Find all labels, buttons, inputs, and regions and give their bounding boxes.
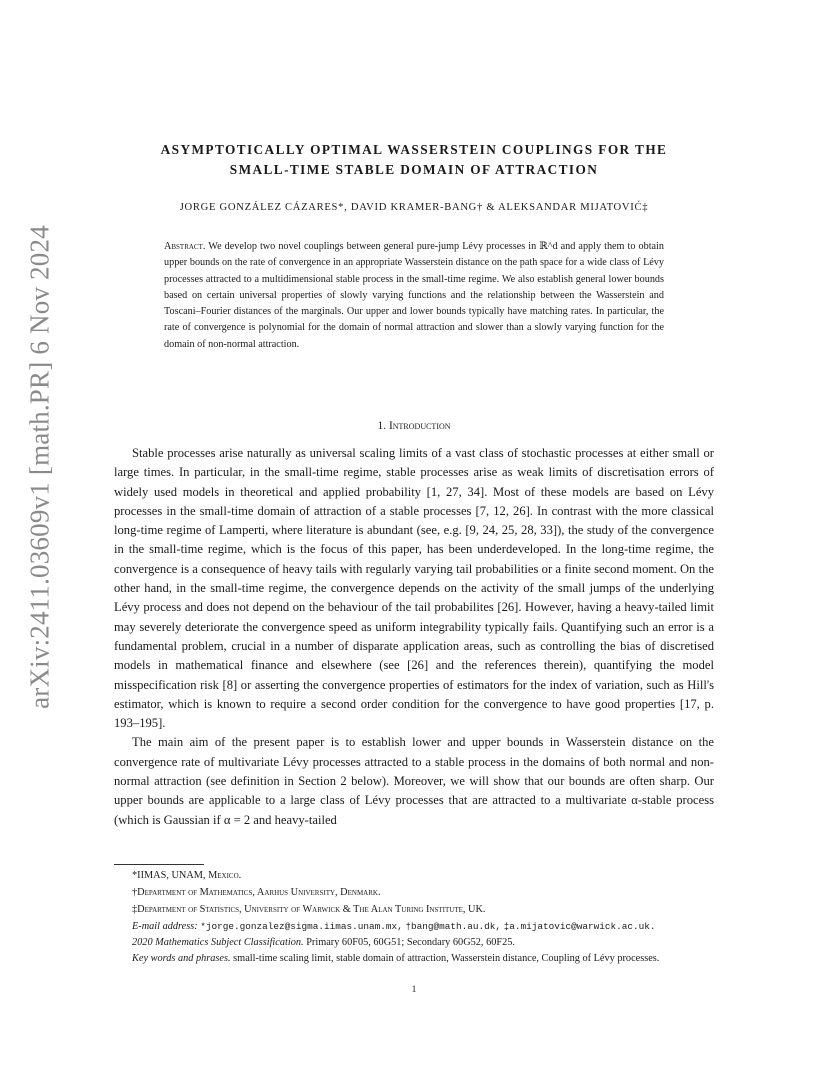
email-label: E-mail address: <box>132 921 198 932</box>
paragraph-2: The main aim of the present paper is to establish lower and upper bounds in Wasserstein distance on the convergence rate of multivariate Lévy processes attracted to a stable process in the domains of both normal and non-normal attraction (see definition in Section 2 below). Moreover, we will show that our bounds are often sharp. Our upper bounds are applicable to a large class of Lévy processes that are attracted to a multivariate α-stable process (which is Gaussian if α = 2 and heavy-tailed <box>114 735 714 827</box>
footnote-affiliation-2: †Department of Mathematics, Aarhus University, Denmark. <box>132 887 381 898</box>
footnote-affiliation-1: *IIMAS, UNAM, Mexico. <box>132 870 242 881</box>
msc-text: Primary 60F05, 60G51; Secondary 60G52, 60F25. <box>306 937 515 948</box>
arxiv-id: arXiv:2411.03609v1 [math.PR] 6 Nov 2024 <box>24 225 55 709</box>
email-link-3[interactable]: ‡a.mijatovic@warwick.ac.uk. <box>503 921 656 932</box>
email-link-1[interactable]: *jorge.gonzalez@sigma.iimas.unam.mx, <box>200 921 403 932</box>
keywords-label: Key words and phrases. <box>132 953 231 964</box>
author-list: JORGE GONZÁLEZ CÁZARES*, DAVID KRAMER-BANG† & ALEKSANDAR MIJATOVIĆ‡ <box>179 202 649 213</box>
msc-label: 2020 Mathematics Subject Classification. <box>132 937 304 948</box>
keywords-text: small-time scaling limit, stable domain of attraction, Wasserstein distance, Coupling of Lévy processes. <box>233 953 660 964</box>
footnote-keywords <box>114 951 714 967</box>
body-text <box>114 444 714 830</box>
abstract-label: Abstract. <box>164 241 206 252</box>
abstract-text: We develop two novel couplings between general pure-jump Lévy processes in ℝ^d and apply them to obtain upper bounds on the rate of convergence in an appropriate Wasserstein distance on the path space for a wide class of Lévy processes attracted to a multidimensional stable process in the small-time regime. We also establish general lower bounds based on certain universal properties of slowly varying functions and the relationship between the Wasserstein and Toscani–Fourier distances of the marginals. Our upper and lower bounds typically have matching rates. In particular, the rate of convergence is polynomial for the domain of normal attraction and slower than a slowly varying function for the domain of non-normal attraction. <box>164 241 664 350</box>
footnote-msc <box>114 935 714 951</box>
page-number: 1 <box>411 985 417 995</box>
abstract <box>164 239 664 353</box>
title-line-2: SMALL-TIME STABLE DOMAIN OF ATTRACTION <box>229 162 599 177</box>
footnote-rule <box>114 864 204 865</box>
footnote-affiliation-3: ‡Department of Statistics, University of Warwick & The Alan Turing Institute, UK. <box>132 904 486 915</box>
footnote-emails <box>114 919 714 935</box>
paragraph-1: Stable processes arise naturally as universal scaling limits of a vast class of stochastic processes at either small or large times. In particular, in the small-time regime, stable processes arise as weak limits of discretisation errors of widely used models in theoretical and applied probability [1, 27, 34]. Most of these models are based on Lévy processes in the small-time domain of attraction of a stable processes [7, 12, 26]. In contrast with the more classical long-time regime of Lamperti, where literature is abundant (see, e.g. [9, 24, 25, 28, 33]), the study of the convergence in the small-time regime, which is the focus of this paper, has been underdeveloped. In the long-time regime, the convergence is a consequence of heavy tails with regularly varying tail probabilities or a finite second moment. On the other hand, in the small-time regime, the convergence depends on the activity of the small jumps of the underlying Lévy process and does not depend on the behaviour of the tail probabilites [26]. However, having a heavy-tailed limit may severely deteriorate the convergence speed as uniform integrability typically fails. Quantifying such an error is a fundamental problem, crucial in a number of disparate application areas, such as controlling the bias of discretised models in mathematical finance and elsewhere (see [26] and the references therein), quantifying the model misspecification risk [8] or asserting the convergence properties of estimators for the index of variation, such as Hill's estimator, which is known to require a second order condition for the convergence to have good properties [17, p. 193–195]. <box>114 446 714 731</box>
section-heading: 1. Introduction <box>377 420 451 432</box>
paper-title <box>114 140 714 180</box>
arxiv-sidebar-stamp <box>20 225 60 709</box>
email-link-2[interactable]: †bang@math.au.dk, <box>405 921 502 932</box>
title-line-1: ASYMPTOTICALLY OPTIMAL WASSERSTEIN COUPLINGS FOR THE <box>160 142 668 157</box>
